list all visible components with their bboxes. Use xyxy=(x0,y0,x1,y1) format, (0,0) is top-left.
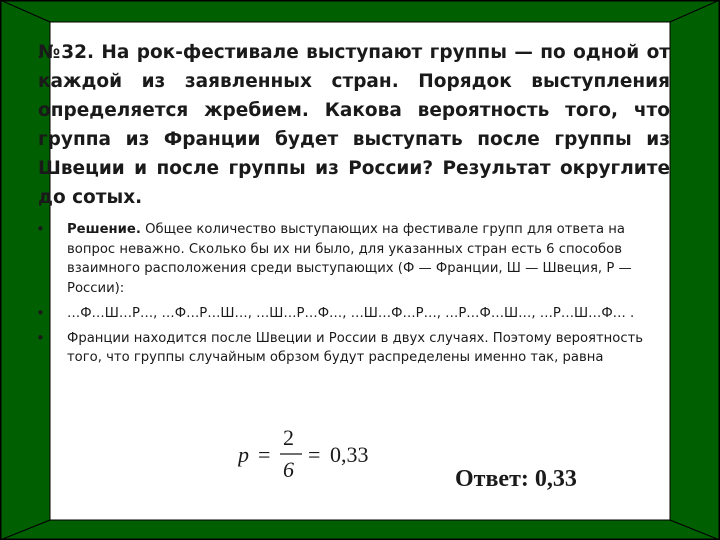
solution-intro-text: Общее количество выступающих на фестивале групп для ответа на вопрос неважно. Сколько бы их ни было, для указанных стран есть 6 способов взаимного расположения среди выступающих (Ф — Франции, Ш — Швеция, Р — России): xyxy=(67,222,632,296)
formula-numerator: 2 xyxy=(283,425,294,450)
frame-bottom-panel xyxy=(0,520,720,540)
problem-statement: №32. На рок-фестивале выступают группы — по одной от каждой из заявленных стран. Порядок выступления определяется жребием. Какова вероятность того, что группа из Франции будет выступать после группы из Швеции и после группы из России? Результат округлите до сотых. xyxy=(38,42,670,208)
formula-denominator: 6 xyxy=(283,457,294,482)
bullet-icon: • xyxy=(36,304,45,322)
bullet-icon: • xyxy=(36,220,45,238)
formula-result: 0,33 xyxy=(330,442,369,467)
solution-bullet-arrangements xyxy=(36,304,676,324)
solution-list xyxy=(36,220,676,368)
formula-equals: = xyxy=(258,442,271,467)
frame-right-panel xyxy=(670,0,720,540)
solution-lead: Решение. xyxy=(67,222,141,237)
formula-variable: p xyxy=(238,442,249,467)
conclusion-text: Франции находится после Швеции и России в двух случаях. Поэтому вероятность того, что группы случайным обрзом будут распределены именно так, равна xyxy=(67,330,644,365)
solution-bullet-intro xyxy=(36,220,676,298)
formula-equals-2: = xyxy=(308,442,321,467)
frame-top-panel xyxy=(0,0,720,22)
solution-bullet-conclusion xyxy=(36,329,676,368)
probability-formula xyxy=(238,425,388,489)
arrangements-text: …Ф…Ш…Р…, …Ф…Р…Ш…, …Ш…Р…Ф…, …Ш…Ф…Р…, …Р…Ф…Ш…, …Р…Ш…Ф… . xyxy=(67,306,635,321)
bullet-icon: • xyxy=(36,328,45,347)
answer-text: Ответ: 0,33 xyxy=(455,466,577,492)
